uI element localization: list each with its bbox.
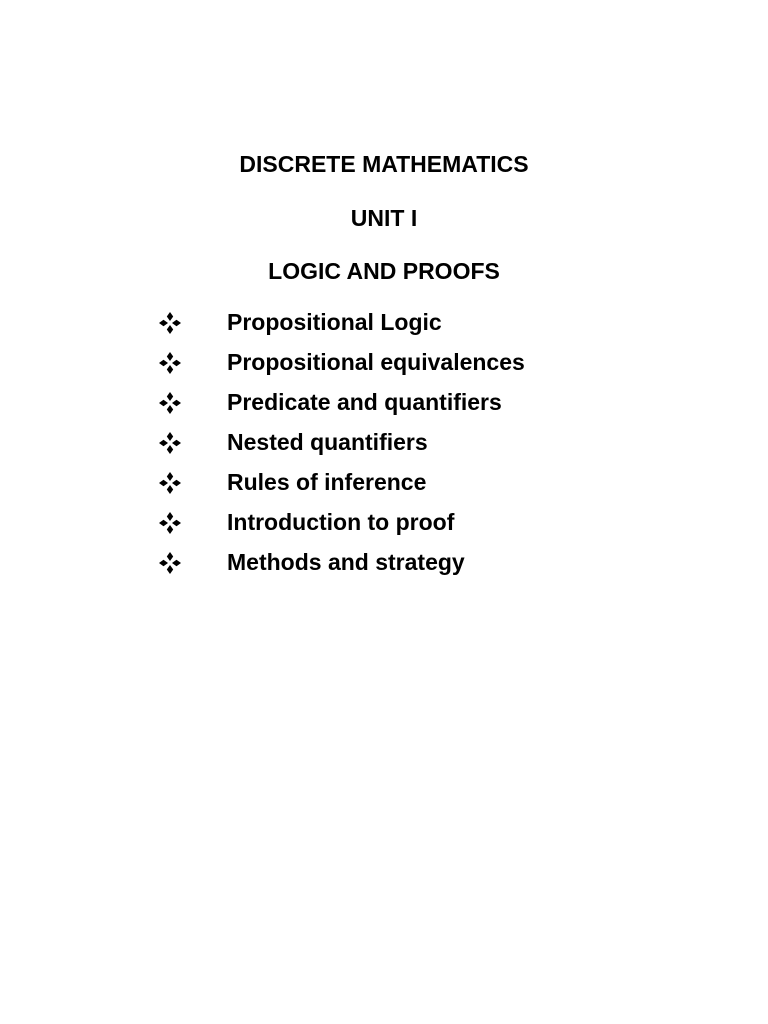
four-diamond-bullet-icon — [158, 431, 182, 455]
list-item — [0, 387, 768, 427]
four-diamond-bullet-icon — [158, 311, 182, 335]
list-item — [0, 307, 768, 347]
four-diamond-bullet-icon — [158, 511, 182, 535]
four-diamond-bullet-icon — [158, 351, 182, 375]
list-item-label: Predicate and quantifiers — [227, 389, 502, 415]
list-item-label: Propositional Logic — [227, 309, 442, 335]
list-item-label: Propositional equivalences — [227, 349, 525, 375]
four-diamond-bullet-icon — [158, 471, 182, 495]
list-item-label: Nested quantifiers — [227, 429, 428, 455]
list-item — [0, 427, 768, 467]
document-title: DISCRETE MATHEMATICS — [239, 151, 529, 177]
list-item — [0, 547, 768, 587]
topic-list — [0, 307, 768, 587]
list-item — [0, 507, 768, 547]
four-diamond-bullet-icon — [158, 391, 182, 415]
list-item-label: Introduction to proof — [227, 509, 455, 535]
list-item — [0, 467, 768, 507]
topic-heading: LOGIC AND PROOFS — [268, 258, 500, 284]
list-item — [0, 347, 768, 387]
unit-heading: UNIT I — [350, 205, 418, 231]
list-item-label: Rules of inference — [227, 469, 427, 495]
four-diamond-bullet-icon — [158, 551, 182, 575]
list-item-label: Methods and strategy — [227, 549, 465, 575]
